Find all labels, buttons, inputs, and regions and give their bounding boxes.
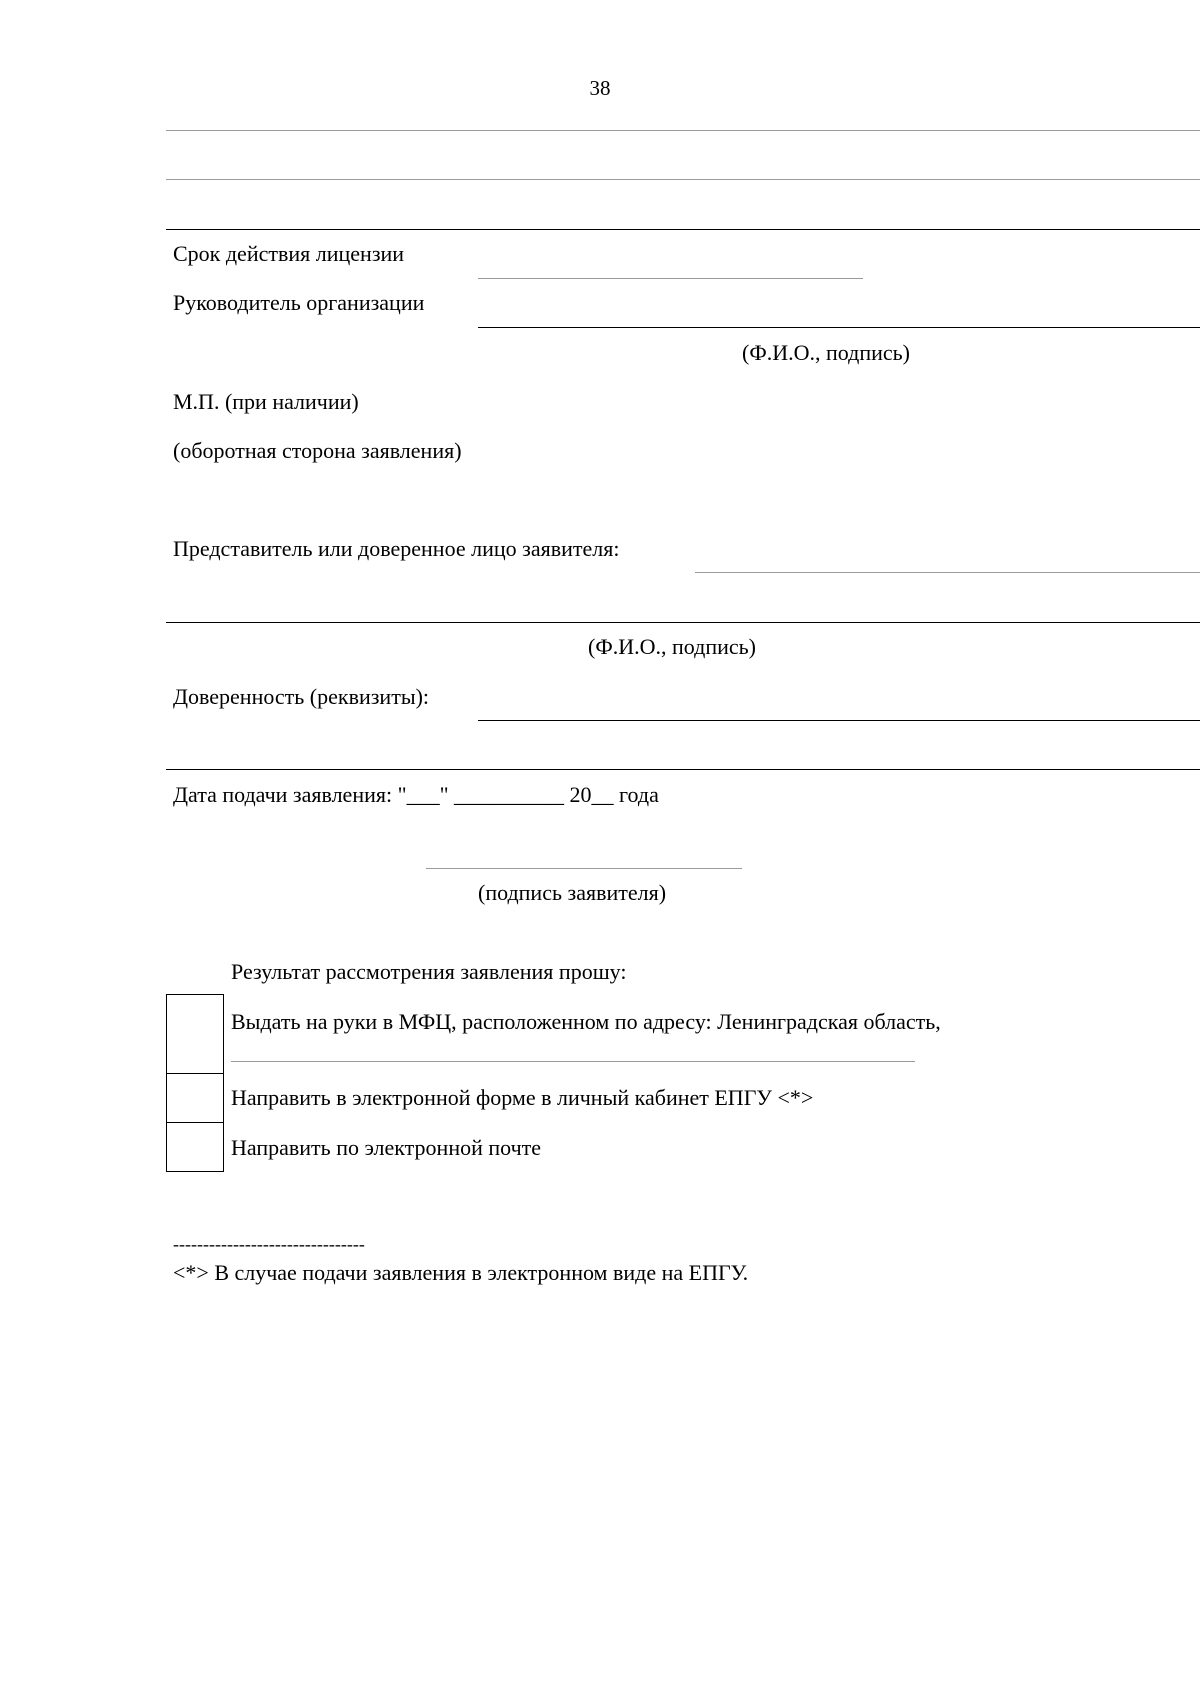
power-of-attorney-field[interactable] <box>478 720 1200 721</box>
applicant-signature-field[interactable] <box>426 868 742 869</box>
blank-line-3 <box>166 229 1200 230</box>
fio-signature-caption: (Ф.И.О., подпись) <box>742 340 910 365</box>
option-checkbox-mfc[interactable] <box>166 994 224 1074</box>
power-of-attorney-field-line-2[interactable] <box>166 769 1200 770</box>
option-checkbox-email[interactable] <box>166 1122 224 1172</box>
submission-date-label: Дата подачи заявления: "___" __________ 20__ года <box>173 782 659 807</box>
org-head-field[interactable] <box>478 327 1200 328</box>
result-request-label: Результат рассмотрения заявления прошу: <box>231 959 627 984</box>
footnote-separator: -------------------------------- <box>173 1234 365 1254</box>
mfc-address-field[interactable] <box>231 1061 915 1062</box>
blank-line-2 <box>166 179 1200 180</box>
footnote-text: <*> В случае подачи заявления в электронном виде на ЕПГУ. <box>173 1260 749 1285</box>
representative-field-line-2[interactable] <box>166 622 1200 623</box>
fio-signature-caption-2: (Ф.И.О., подпись) <box>588 634 756 659</box>
license-term-field[interactable] <box>478 278 863 279</box>
option-checkbox-epgu[interactable] <box>166 1073 224 1123</box>
reverse-side-label: (оборотная сторона заявления) <box>173 438 462 463</box>
seal-label: М.П. (при наличии) <box>173 389 359 414</box>
option-label-epgu: Направить в электронной форме в личный кабинет ЕПГУ <*> <box>231 1085 814 1110</box>
license-term-label: Срок действия лицензии <box>173 241 405 266</box>
option-label-mfc: Выдать на руки в МФЦ, расположенном по адресу: Ленинградская область, <box>231 1009 941 1034</box>
representative-label: Представитель или доверенное лицо заявителя: <box>173 536 620 561</box>
org-head-label: Руководитель организации <box>173 290 425 315</box>
power-of-attorney-label: Доверенность (реквизиты): <box>173 684 430 709</box>
blank-line-1 <box>166 130 1200 131</box>
page-number: 38 <box>589 76 611 100</box>
applicant-signature-caption: (подпись заявителя) <box>478 880 667 905</box>
option-label-email: Направить по электронной почте <box>231 1135 542 1160</box>
representative-field[interactable] <box>695 572 1200 573</box>
